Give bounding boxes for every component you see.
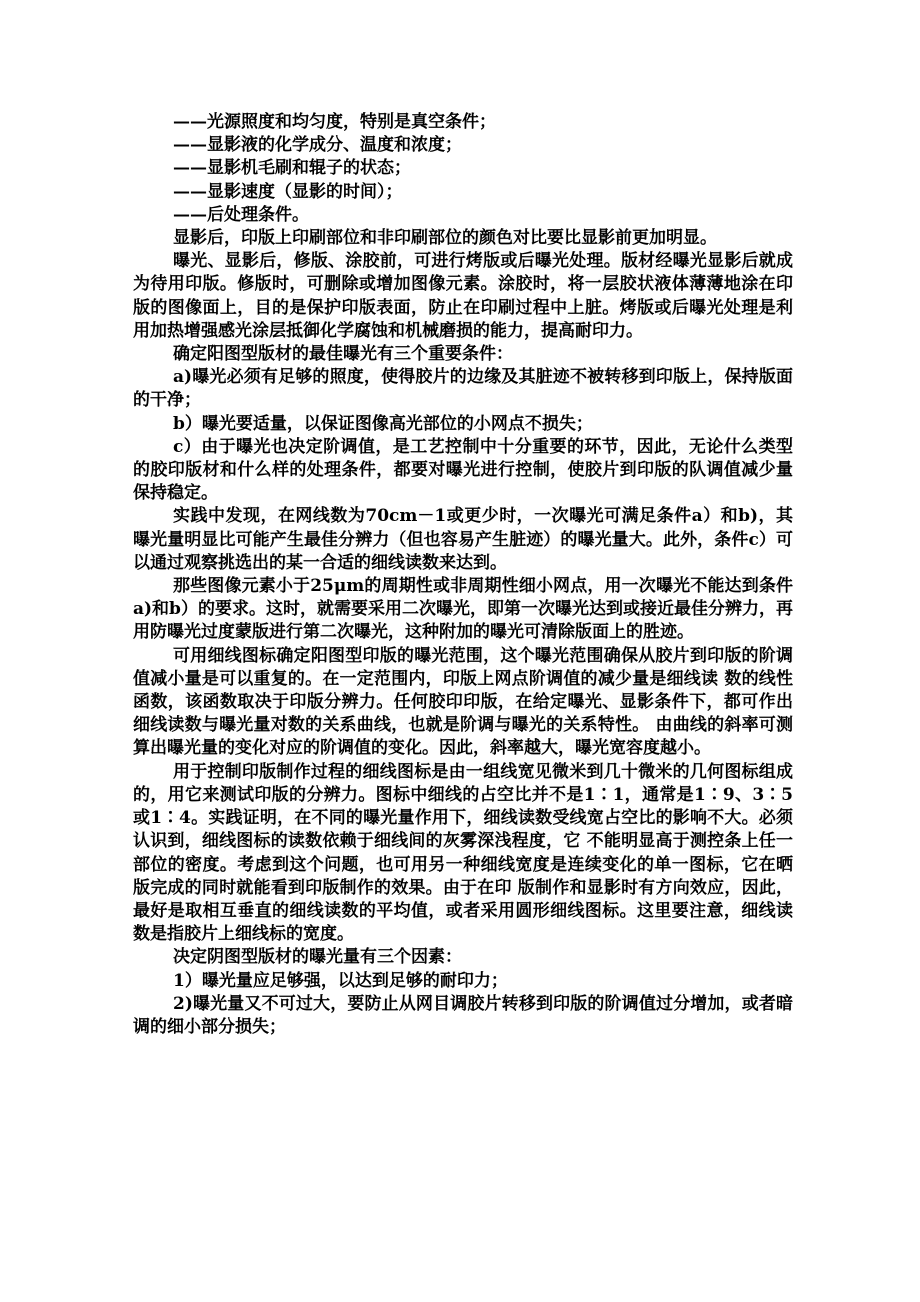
paragraph: 可用细线图标确定阳图型印版的曝光范围，这个曝光范围确保从胶片到印版的阶调值减小量是可以重复的。在一定范围内，印版上网点阶调值的减少量是细线读 数的线性函数，该函数取决于印版分辨力。任何胶印印版，在给定曝光、显影条件下，都可作出细线读数与曝光量对数的关系曲线，也就是阶调与曝光的关系特性。 由曲线的斜率可测算出曝光量的变化对应的阶调值的变化。因此，斜率越大，曝光宽容度越小。 [133, 645, 793, 759]
paragraph: 决定阴图型版材的曝光量有三个因素： [173, 947, 462, 968]
paragraph: b）曝光要适量，以保证图像高光部位的小网点不损失； [173, 413, 593, 434]
paragraph: 用于控制印版制作过程的细线图标是由一组线宽见微米到几十微米的几何图标组成的，用它来测试印版的分辨力。图标中细线的占空比并不是1∶1，通常是1∶9、3∶5或1∶4。实践证明，在不同的曝光量作用下，细线读数受线宽占空比的影响不大。必须认识到，细线图标的读数依赖于细线间的灰雾深浅程度，它 不能明显高于测控条上任一部位的密度。考虑到这个问题，也可用另一种细线宽度是连续变化的单一图标，它在晒版完成的同时就能看到印版制作的效果。由于在印 版制作和显影时有方向效应，因此，最好是取相互垂直的细线读数的平均值，或者采用圆形细线图标。这里要注意，细线读数是指胶片上细线标的宽度。 [133, 761, 793, 945]
paragraph: 实践中发现，在网线数为70cm－1或更少时，一次曝光可满足条件a）和b)，其曝光量明显比可能产生最佳分辨力（但也容易产生脏迹）的曝光量大。此外，条件c）可以通过观察挑选出的某一合适的细线读数来达到。 [133, 506, 793, 573]
paragraph: 曝光、显影后，修版、涂胶前，可进行烤版或后曝光处理。版材经曝光显影后就成为待用印版。修版时，可删除或增加图像元素。涂胶时，将一层胶状液体薄薄地涂在印版的图像面上，目的是保护印版表面，防止在印刷过程中上脏。烤版或后曝光处理是利用加热增强感光涂层抵御化学腐蚀和机械磨损的能力，提高耐印力。 [133, 251, 793, 341]
paragraph: 1）曝光量应足够强，以达到足够的耐印力； [173, 970, 508, 991]
paragraph: 2)曝光量又不可过大，要防止从网目调胶片转移到印版的阶调值过分增加，或者暗调的细小部分损失； [133, 993, 793, 1037]
paragraph: c）由于曝光也决定阶调值，是工艺控制中十分重要的环节，因此，无论什么类型的胶印版材和什么样的处理条件，都要对曝光进行控制，使胶片到印版的队调值减少量保持稳定。 [133, 436, 793, 504]
list-item: ——后处理条件。 [173, 204, 309, 225]
paragraph: 显影后，印版上印刷部位和非印刷部位的颜色对比要比显影前更加明显。 [173, 228, 717, 249]
list-item: ——显影机毛刷和辊子的状态； [173, 158, 411, 179]
list-item: ——显影液的化学成分、温度和浓度； [173, 135, 462, 156]
list-item: ——光源照度和均匀度，特别是真空条件； [173, 112, 496, 132]
paragraph: a)曝光必须有足够的照度，使得胶片的边缘及其脏迹不被转移到印版上，保持版面的干净； [133, 367, 793, 411]
paragraph: 那些图像元素小于25μm的周期性或非周期性细小网点，用一次曝光不能达到条件a)和b）的要求。这时，就需要采用二次曝光，即第一次曝光达到或接近最佳分辨力，再用防曝光过度蒙版进行第二次曝光，这种附加的曝光可清除版面上的胜迹。 [133, 576, 793, 643]
list-item: ——显影速度（显影的时间）； [173, 181, 403, 202]
document-page [133, 111, 793, 1039]
paragraph: 确定阳图型版材的最佳曝光有三个重要条件： [173, 344, 513, 365]
